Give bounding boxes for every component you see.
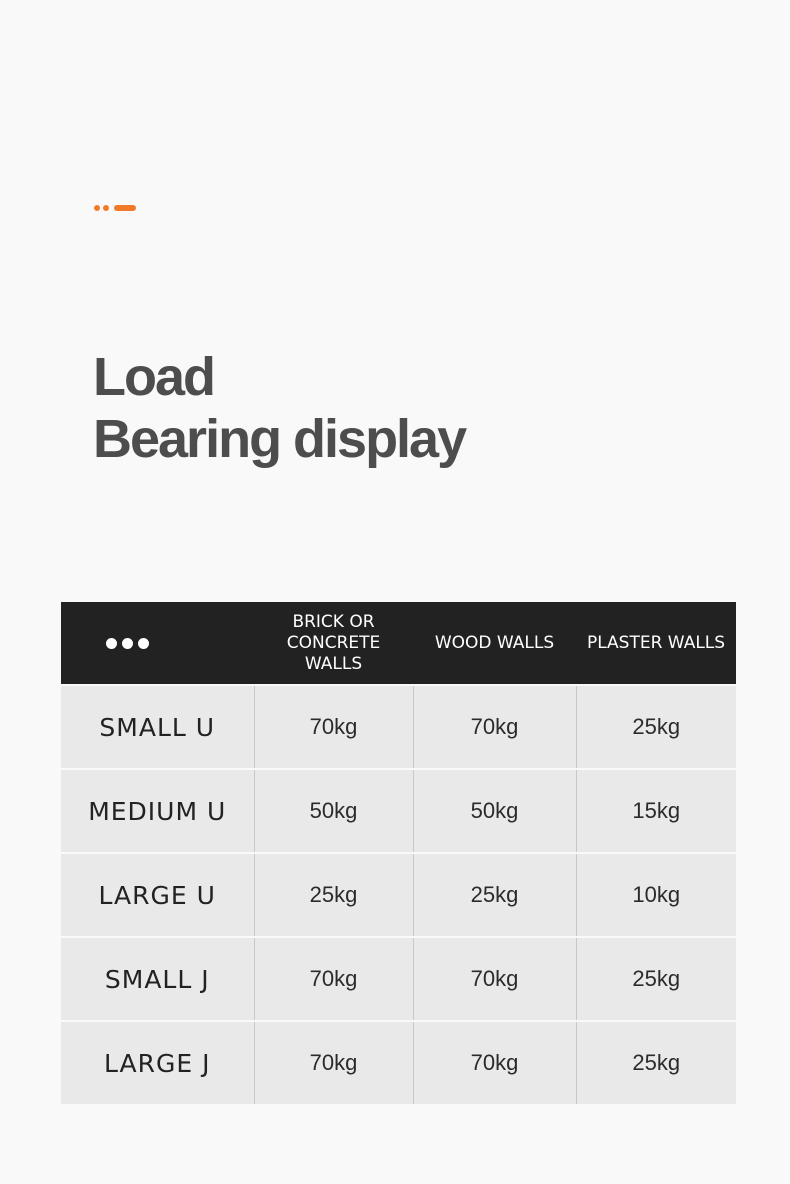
- title-line-2: Bearing display: [93, 409, 466, 469]
- table-cell: 25kg: [413, 853, 576, 937]
- table-cell: 70kg: [254, 685, 413, 769]
- header-line: WOOD WALLS: [434, 632, 555, 653]
- accent-dot: [103, 205, 109, 211]
- header-wood-walls: [413, 602, 576, 685]
- table-cell: 25kg: [576, 685, 736, 769]
- row-label: SMALL U: [61, 685, 254, 769]
- table-row: [61, 1021, 736, 1104]
- table-cell: 10kg: [576, 853, 736, 937]
- table-cell: 70kg: [254, 937, 413, 1021]
- header-line: WALLS: [304, 653, 363, 674]
- row-label: LARGE J: [61, 1021, 254, 1104]
- table-cell: 70kg: [254, 1021, 413, 1104]
- table-cell: 70kg: [413, 1021, 576, 1104]
- table-cell: 25kg: [576, 1021, 736, 1104]
- table-cell: 25kg: [254, 853, 413, 937]
- more-horizontal-icon: [61, 638, 254, 649]
- table-cell: 25kg: [576, 937, 736, 1021]
- row-label: MEDIUM U: [61, 769, 254, 853]
- header-line: BRICK OR: [292, 611, 375, 632]
- header-line: CONCRETE: [286, 632, 381, 653]
- table-row: [61, 685, 736, 769]
- row-label: LARGE U: [61, 853, 254, 937]
- table-header-row: [61, 602, 736, 685]
- table-row: [61, 769, 736, 853]
- table-row: [61, 937, 736, 1021]
- table-cell: 15kg: [576, 769, 736, 853]
- header-line: PLASTER WALLS: [586, 632, 726, 653]
- row-label: SMALL J: [61, 937, 254, 1021]
- accent-dot: [94, 205, 100, 211]
- load-table: [61, 602, 736, 1104]
- table-cell: 70kg: [413, 937, 576, 1021]
- title-line-1: Load: [93, 347, 214, 407]
- table-cell: 70kg: [413, 685, 576, 769]
- accent-bar: [114, 205, 136, 211]
- table-cell: 50kg: [254, 769, 413, 853]
- header-brick-concrete: [254, 602, 413, 685]
- accent-decoration: [94, 205, 136, 211]
- table-corner: [61, 602, 254, 685]
- table-row: [61, 853, 736, 937]
- table-cell: 50kg: [413, 769, 576, 853]
- header-plaster-walls: [576, 602, 736, 685]
- page-title: [93, 346, 465, 470]
